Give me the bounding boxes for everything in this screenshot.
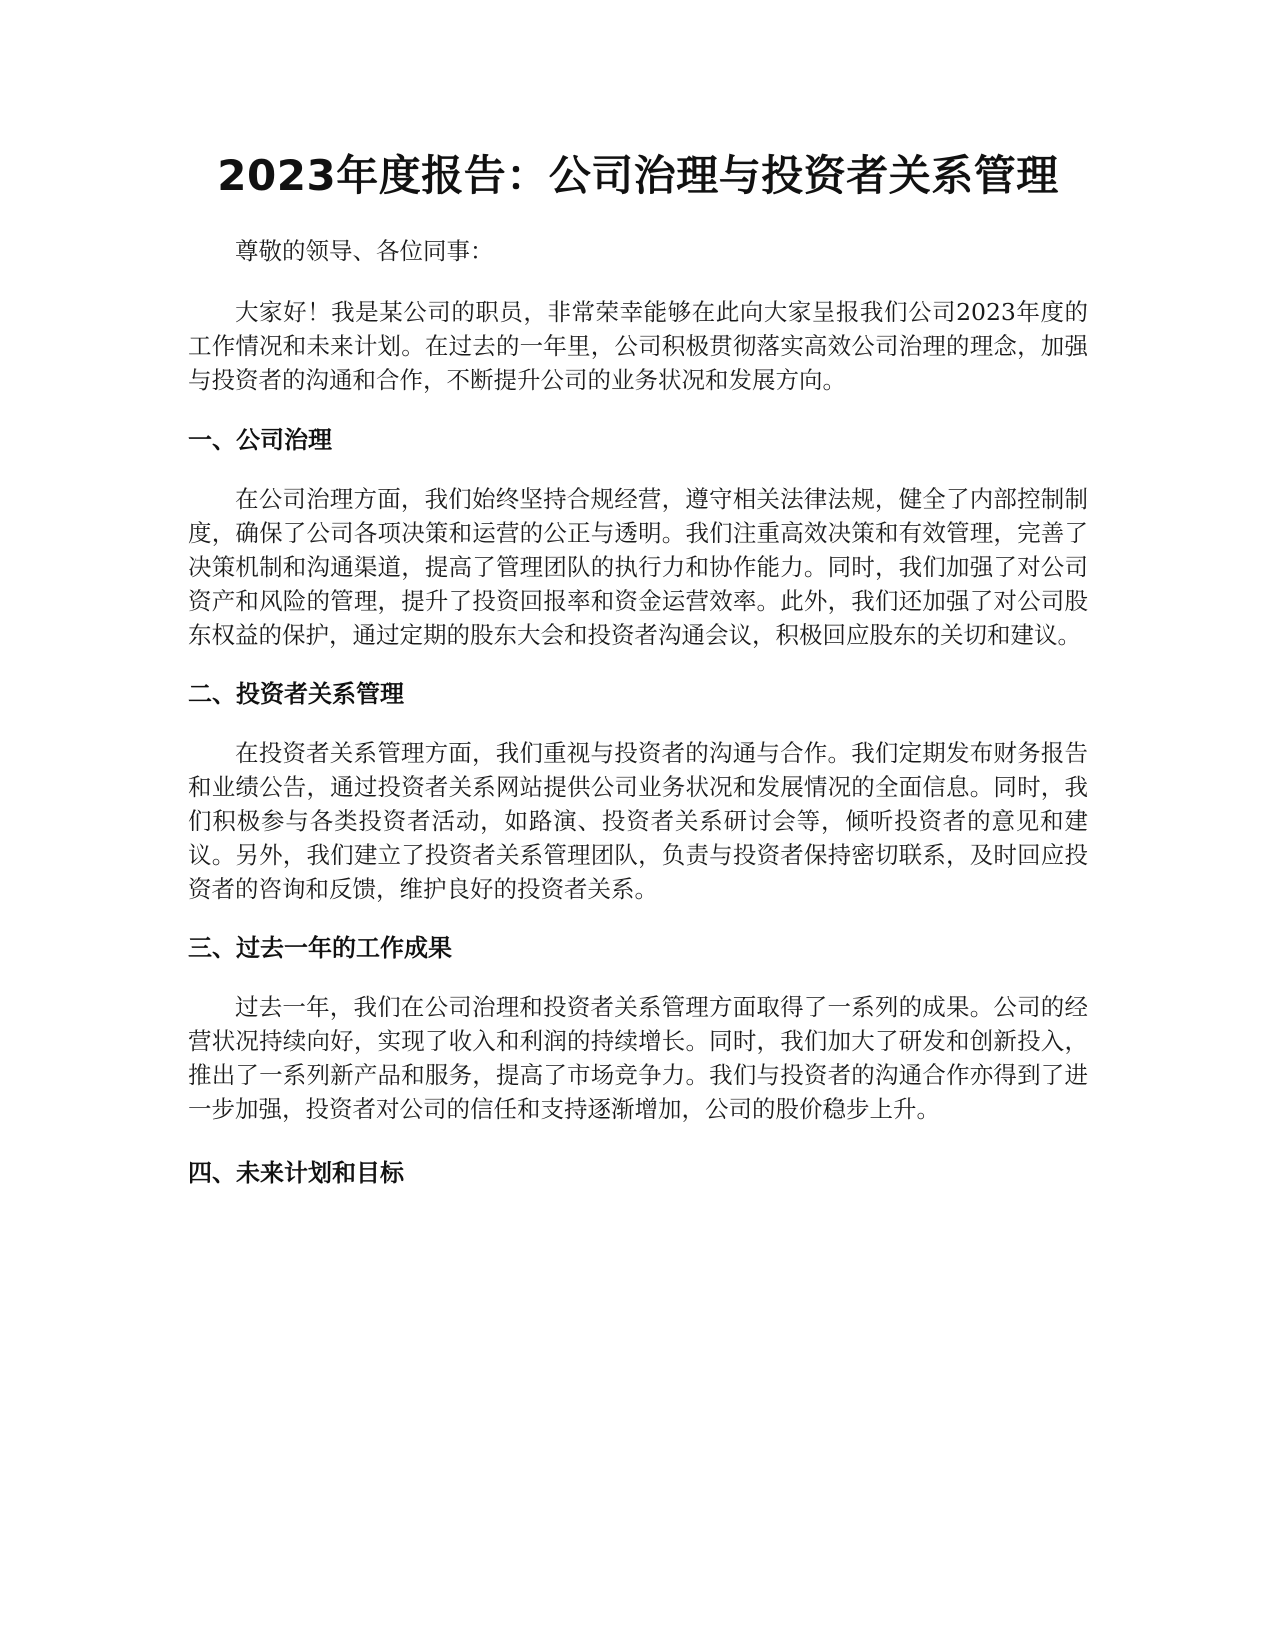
- section-heading-future-plans: 四、未来计划和目标: [188, 1159, 404, 1187]
- document-content: [188, 140, 1088, 1190]
- document-title: 2023年度报告：公司治理与投资者关系管理: [217, 151, 1059, 200]
- section-body-achievements: 过去一年，我们在公司治理和投资者关系管理方面取得了一系列的成果。公司的经营状况持续向好，实现了收入和利润的持续增长。同时，我们加大了研发和创新投入，推出了一系列新产品和服务，提高了市场竞争力。我们与投资者的沟通合作亦得到了进一步加强，投资者对公司的信任和支持逐渐增加，公司的股价稳步上升。: [188, 993, 1088, 1123]
- salutation: 尊敬的领导、各位同事：: [235, 237, 494, 265]
- intro-paragraph: 大家好！我是某公司的职员，非常荣幸能够在此向大家呈报我们公司2023年度的工作情况和未来计划。在过去的一年里，公司积极贯彻落实高效公司治理的理念，加强与投资者的沟通和合作，不断提升公司的业务状况和发展方向。: [188, 298, 1088, 394]
- section-heading-governance: 一、公司治理: [188, 426, 332, 454]
- section-body-investor-relations: 在投资者关系管理方面，我们重视与投资者的沟通与合作。我们定期发布财务报告和业绩公告，通过投资者关系网站提供公司业务状况和发展情况的全面信息。同时，我们积极参与各类投资者活动，如路演、投资者关系研讨会等，倾听投资者的意见和建议。另外，我们建立了投资者关系管理团队，负责与投资者保持密切联系，及时回应投资者的咨询和反馈，维护良好的投资者关系。: [188, 739, 1088, 903]
- section-heading-investor-relations: 二、投资者关系管理: [188, 680, 404, 708]
- section-body-governance: 在公司治理方面，我们始终坚持合规经营，遵守相关法律法规，健全了内部控制制度，确保了公司各项决策和运营的公正与透明。我们注重高效决策和有效管理，完善了决策机制和沟通渠道，提高了管理团队的执行力和协作能力。同时，我们加强了对公司资产和风险的管理，提升了投资回报率和资金运营效率。此外，我们还加强了对公司股东权益的保护，通过定期的股东大会和投资者沟通会议，积极回应股东的关切和建议。: [188, 485, 1088, 649]
- section-heading-achievements: 三、过去一年的工作成果: [188, 934, 452, 962]
